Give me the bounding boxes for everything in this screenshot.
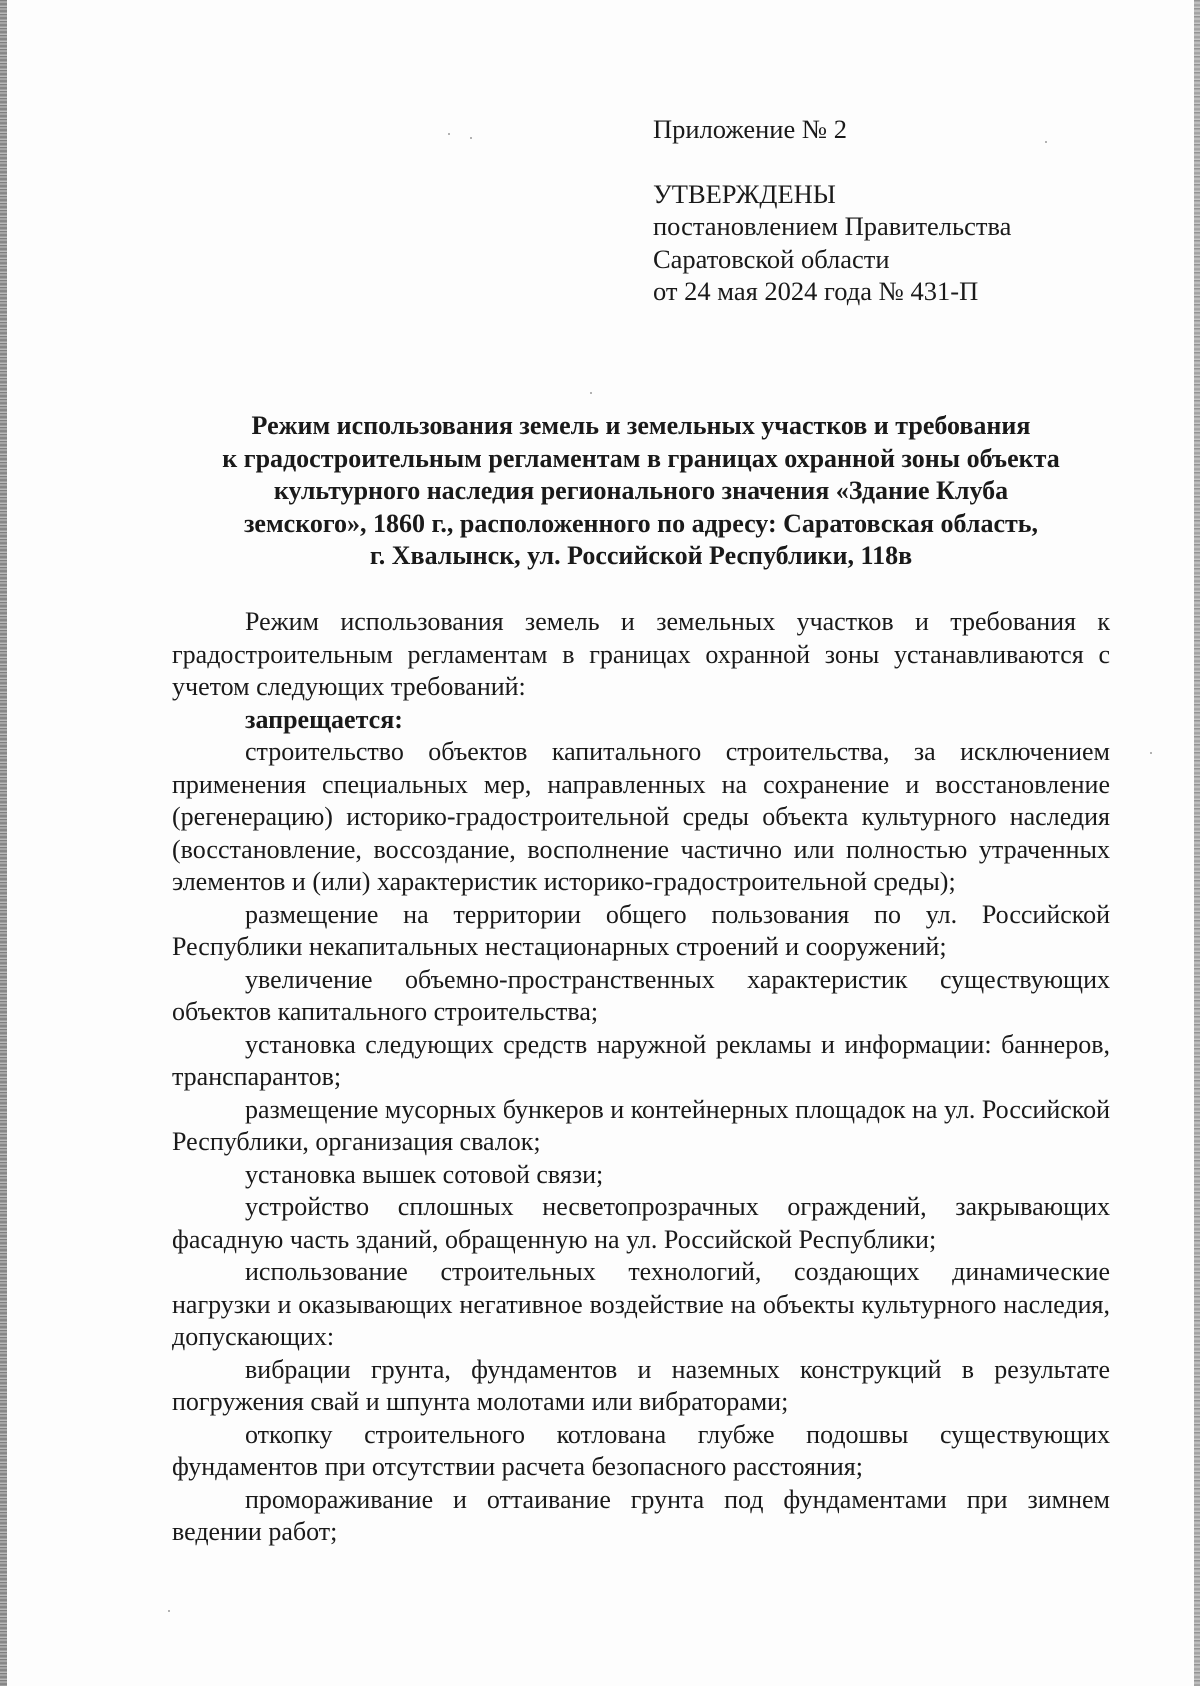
scan-speck	[470, 137, 472, 139]
intro-paragraph: Режим использования земель и земельных участков и требования к градостроительным регламентам в границах охранной зоны устанавливаются с учетом следующих требований:	[172, 607, 1110, 701]
document-body	[172, 606, 1110, 1549]
approval-line-3: от 24 мая 2024 года № 431-П	[653, 276, 979, 306]
approval-block	[653, 113, 1073, 308]
list-item: строительство объектов капитального строительства, за исключением применения специальных мер, направленных на сохранение и восстановление (регенерацию) историко-градостроительной среды объекта культурного наследия (восстановление, воссоздание, восполнение частично или полностью утраченных элементов и (или) характеристик историко-градостроительной среды);	[172, 737, 1110, 896]
approved-label: УТВЕРЖДЕНЫ	[653, 178, 836, 209]
scan-edge-right	[1194, 0, 1200, 1686]
title-line: г. Хвалынск, ул. Российской Республики, 118в	[369, 541, 913, 570]
list-item: устройство сплошных несветопрозрачных ограждений, закрывающих фасадную часть зданий, обращенную на ул. Российской Республики;	[172, 1192, 1110, 1254]
annex-number: Приложение № 2	[653, 114, 848, 144]
approval-line-2: Саратовской области	[653, 243, 890, 274]
title-line: к градостроительным регламентам в границах охранной зоны объекта	[222, 443, 1060, 473]
scan-speck	[168, 1610, 170, 1612]
title-line: культурного наследия регионального значения «Здание Клуба	[273, 476, 1009, 505]
list-item: использование строительных технологий, создающих динамические нагрузки и оказывающих негативное воздействие на объекты культурного наследия, допускающих:	[172, 1257, 1110, 1351]
scan-speck	[1150, 752, 1152, 754]
list-item: откопку строительного котлована глубже подошвы существующих фундаментов при отсутствии расчета безопасного расстояния;	[172, 1419, 1110, 1481]
list-item: промораживание и оттаивание грунта под фундаментами при зимнем ведении работ;	[172, 1484, 1110, 1546]
title-line: Режим использования земель и земельных участков и требования	[251, 411, 1031, 440]
prohibited-heading: запрещается:	[245, 704, 403, 734]
scan-speck	[448, 133, 450, 135]
title-line: земского», 1860 г., расположенного по адресу: Саратовская область,	[243, 508, 1038, 538]
list-item: размещение на территории общего пользования по ул. Российской Республики некапитальных нестационарных строений и сооружений;	[172, 899, 1110, 961]
list-item: увеличение объемно-пространственных характеристик существующих объектов капитального строительства;	[172, 964, 1110, 1026]
list-item: установка вышек сотовой связи;	[245, 1159, 604, 1189]
scan-edge-left	[0, 0, 7, 1686]
approval-line-1: постановлением Правительства	[653, 211, 1012, 241]
list-item: установка следующих средств наружной рекламы и информации: баннеров, транспарантов;	[172, 1029, 1110, 1091]
list-item: размещение мусорных бункеров и контейнерных площадок на ул. Российской Республики, организация свалок;	[172, 1094, 1110, 1156]
document-title	[172, 410, 1110, 573]
list-item: вибрации грунта, фундаментов и наземных конструкций в результате погружения свай и шпунта молотами или вибраторами;	[172, 1354, 1110, 1416]
scan-speck	[590, 392, 592, 394]
